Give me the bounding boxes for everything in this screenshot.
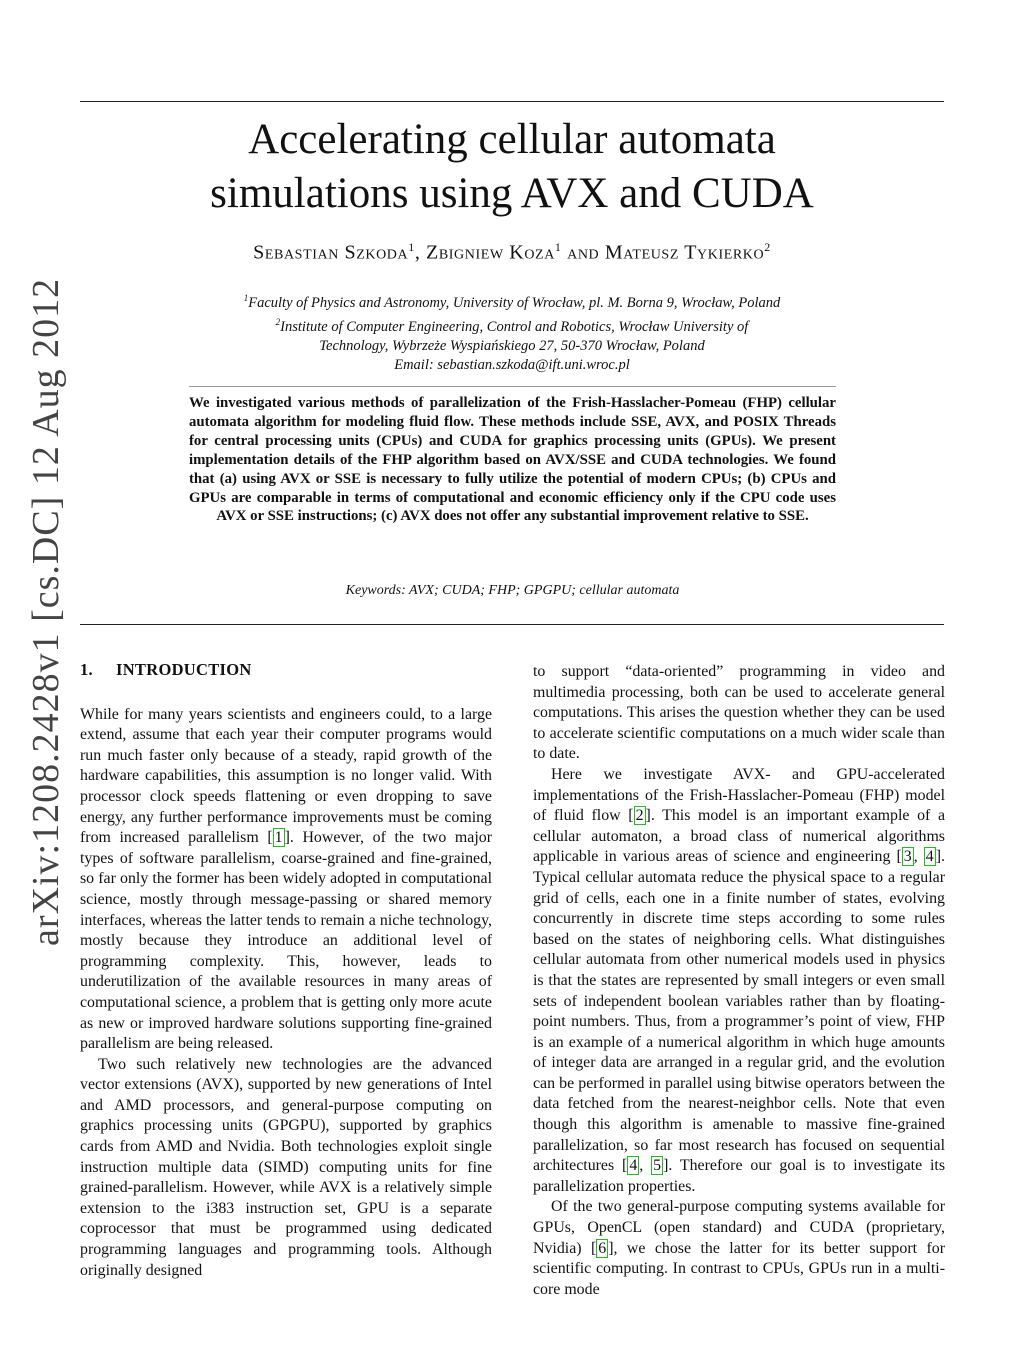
paragraph-text: , we chose the latter for its better support for scientific computing. In contrast to CPUs, GPUs run in a multi-core mode <box>533 1239 945 1298</box>
paragraph-text: Here we investigate AVX- and GPU-accelerated implementations of the Frish-Hasslacher-Pomeau (FHP) model of fluid flow <box>533 765 945 825</box>
right-column <box>533 662 945 1300</box>
author-3: Mateusz Tykierko <box>604 241 765 264</box>
author-2: Zbigniew Koza <box>426 241 555 264</box>
affiliation-2 <box>150 313 874 337</box>
citation-link[interactable]: 3 <box>903 848 912 866</box>
citation-link[interactable]: 6 <box>598 1239 607 1257</box>
top-rule <box>80 101 944 102</box>
citation-link[interactable]: 5 <box>653 1157 662 1175</box>
paragraph-text: Of the two general-purpose computing systems available for GPUs, OpenCL (open standard) and CUDA (proprietary, Nvidia) <box>533 1198 945 1257</box>
author-1: Sebastian Szkoda <box>253 241 409 264</box>
paper-title <box>150 113 874 221</box>
paragraph-text: . However, of the two major types of software parallelism, coarse-grained and fine-grained, so far only the former has been widely adopted in computational science, mostly through message-passing or shared memory interfaces, whereas the latter tends to remain a niche technology, mostly because they introduce an additional level of programming complexity. This, however, leads to underutilization of the available resources in many areas of computational science, a problem that is getting only more acute as new or improved hardware solutions supporting fine-grained parallelism are being released. <box>80 829 492 1053</box>
paragraph-text: . This model is an important example of a cellular automaton, a broad class of numerical algorithms applicable in various areas of science and engineering <box>533 807 945 866</box>
section-number: 1. <box>80 660 93 679</box>
citation-link[interactable]: 1 <box>274 829 283 847</box>
paragraph-text: . Therefore our goal is to investigate its parallelization properties. <box>533 1157 945 1195</box>
section-heading <box>80 660 492 681</box>
author-2-affil: 1 <box>554 240 562 254</box>
author-3-affil: 2 <box>764 240 771 254</box>
section-rule <box>80 624 944 625</box>
contact-email: Email: sebastian.szkoda@ift.uni.wroc.pl <box>394 356 630 373</box>
affiliation-1 <box>150 289 874 313</box>
citation-link[interactable]: 2 <box>635 807 644 825</box>
author-list <box>120 240 904 265</box>
abstract-rule <box>189 386 836 387</box>
paragraph-text: While for many years scientists and engineers could, to a large extend, assume that each year their computer programs would run much faster only because of a steady, rapid growth of the hardware capabilities, this assumption is no longer valid. With processor clock speeds flattening or even dropping to save energy, any further performance improvements must be coming from increased parallelism <box>80 705 492 847</box>
author-separator: and <box>561 241 605 264</box>
citation-separator: , <box>639 1157 652 1175</box>
citation-link[interactable]: 4 <box>925 848 934 866</box>
title-line-1: Accelerating cellular automata <box>248 116 776 163</box>
paragraph: Here we investigate AVX- and GPU-accelerated implementations of the Frish-Hasslacher-Pomeau (FHP) model of fluid flow [ 2 ]. This model is an important example of a cellular automaton, a broad class of numerical algorithms applicable in various areas of science and engineering [ 3 , 4 ]. Typical cellular automata reduce the physical space to a regular grid of cells, each one in a finite number of states, evolving concurrently in discrete time steps according to some rules based on the states of neighboring cells. What distinguishes cellular automata from other numerical models used in physics is that the states are represented by small integers or even small sets of independent boolean variables rather than by floating-point numbers. Thus, from a programmer’s point of view, FHP is an example of a numerical algorithm in which huge amounts of integer data are arranged in a regular grid, and the evolution can be performed in parallel using bitwise operators between the data fetched from the nearest-neighbor cells. Note that even though this algorithm is amenable to massive fine-grained parallelization, so far most research has focused on sequential architectures [ 4 , 5 ]. Therefore our goal is to investigate its parallelization properties. <box>533 765 945 1195</box>
affiliation-2-mark: 2 <box>275 316 281 327</box>
abstract: We investigated various methods of parallelization of the Frish-Hasslacher-Pomeau (FHP) cellular automata algorithm for modeling fluid flow. These methods include SSE, AVX, and POSIX Threads for central processing units (CPUs) and CUDA for graphics processing units (GPUs). We present implementation details of the FHP algorithm based on AVX/SSE and CUDA technologies. We found that (a) using AVX or SSE is necessary to fully utilize the potential of modern CPUs; (b) CPUs and GPUs are comparable in terms of computational and economic efficiency only if the CPU code uses AVX or SSE instructions; (c) AVX does not offer any substantial improvement relative to SSE. <box>189 395 836 525</box>
paragraph: Two such relatively new technologies are the advanced vector extensions (AVX), supported by new generations of Intel and AMD processors, and general-purpose computing on graphics processing units (GPGPU), supported by graphics cards from AMD and Nvidia. Both technologies exploit single instruction multiple data (SIMD) computing units for fine grained-parallelism. However, while AVX is a relatively simple extension to the i383 instruction set, GPU is a separate coprocessor that must be programmed using dedicated programming languages and programming tools. Although originally designed <box>80 1055 492 1279</box>
author-separator: , <box>414 241 427 264</box>
author-1-affil: 1 <box>408 240 415 254</box>
affiliation-2-cont: Technology, Wybrzeże Wyspiańskiego 27, 50-370 Wrocław, Poland <box>319 337 705 354</box>
section-title: INTRODUCTION <box>116 660 252 679</box>
citation-separator: , <box>913 848 924 866</box>
affiliation-2-text: Institute of Computer Engineering, Control and Robotics, Wrocław University of <box>280 318 749 335</box>
affiliation-1-mark: 1 <box>243 293 249 303</box>
keywords: Keywords: AVX; CUDA; FHP; GPGPU; cellular automata <box>345 583 680 598</box>
paragraph-text: . Typical cellular automata reduce the physical space to a regular grid of cells, each one in a finite number of states, evolving concurrently in discrete time steps according to some rules based on the states of neighboring cells. What distinguishes cellular automata from other numerical models used in physics is that the states are represented by small integers or even small sets of independent boolean variables rather than by floating-point numbers. Thus, from a programmer’s point of view, FHP is an example of a numerical algorithm in which huge amounts of integer data are arranged in a regular grid, and the evolution can be performed in parallel using bitwise operators between the data fetched from the nearest-neighbor cells. Note that even though this algorithm is amenable to massive fine-grained parallelization, so far most research has focused on sequential architectures <box>533 848 945 1175</box>
paragraph: to support “data-oriented” programming in video and multimedia processing, both can be used to accelerate general computations. This arises the question whether they can be used to accelerate scientific computations on a much wider scale than to date. <box>533 663 945 763</box>
affiliation-1-text: Faculty of Physics and Astronomy, University of Wrocław, pl. M. Borna 9, Wrocław, Poland <box>248 294 781 311</box>
paragraph: Of the two general-purpose computing systems available for GPUs, OpenCL (open standard) and CUDA (proprietary, Nvidia) [ 6 ], we chose the latter for its better support for scientific computing. In contrast to CPUs, GPUs run in a multi-core mode <box>533 1198 945 1298</box>
affiliations <box>150 289 874 375</box>
arxiv-identifier: arXiv:1208.2428v1 [cs.DC] 12 Aug 2012 <box>25 277 67 946</box>
title-line-2: simulations using AVX and CUDA <box>210 170 814 217</box>
citation-link[interactable]: 4 <box>629 1157 638 1175</box>
left-column <box>80 660 492 1281</box>
paragraph: While for many years scientists and engineers could, to a large extend, assume that each year their computer programs would run much faster only because of a steady, rapid growth of the hardware capabilities, this assumption is no longer valid. With processor clock speeds flattening or even dropping to save energy, any further performance improvements must be coming from increased parallelism [ 1 ]. However, of the two major types of software parallelism, coarse-grained and fine-grained, so far only the former has been widely adopted in computational science, mostly through message-passing or shared memory interfaces, whereas the latter tends to remain a niche technology, mostly because they introduce an additional level of programming complexity. This, however, leads to underutilization of the available resources in many areas of computational science, a problem that is getting only more acute as new or improved hardware solutions supporting fine-grained parallelism are being released. <box>80 705 492 1053</box>
